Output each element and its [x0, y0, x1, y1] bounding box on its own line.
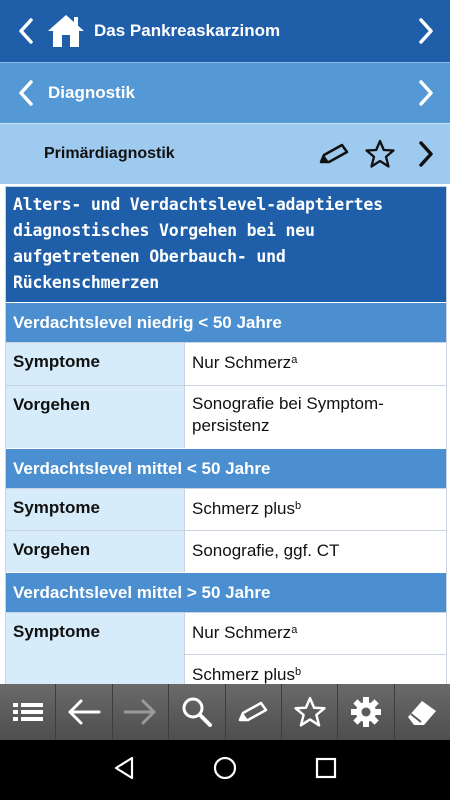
row-value: [185, 613, 446, 654]
table-row: [6, 530, 446, 572]
row-value: [184, 343, 446, 385]
chevron-right-icon[interactable]: [408, 75, 444, 111]
row-value: [184, 489, 446, 530]
section-title: Verdachtslevel mittel < 50 Jahre: [6, 448, 446, 488]
diagnostic-table: [5, 186, 447, 738]
symptom-text: Nur Schmerz: [192, 353, 292, 372]
chevron-left-icon[interactable]: [8, 75, 44, 111]
row-label: Vorgehen: [6, 531, 184, 572]
menu-list-icon[interactable]: [0, 684, 56, 740]
star-icon[interactable]: [360, 134, 400, 174]
eraser-icon[interactable]: [395, 684, 450, 740]
back-arrow-icon[interactable]: [56, 684, 112, 740]
table-row: [6, 612, 446, 695]
page-title: Primärdiagnostik: [44, 145, 175, 162]
footnote-marker[interactable]: b: [294, 500, 302, 512]
gear-icon[interactable]: [338, 684, 394, 740]
bottom-toolbar: [0, 684, 450, 740]
footnote-marker[interactable]: a: [291, 354, 298, 366]
symptom-text: Nur Schmerz: [192, 623, 292, 642]
breadcrumb-level-2-title[interactable]: Diagnostik: [48, 83, 135, 102]
system-navigation-bar: [0, 740, 450, 800]
row-label: Symptome: [6, 343, 184, 385]
table-row: [6, 385, 446, 448]
row-label: Symptome: [6, 613, 184, 695]
footnote-marker[interactable]: a: [291, 624, 298, 636]
content-area[interactable]: [0, 184, 450, 684]
section-title: Verdachtslevel mittel > 50 Jahre: [6, 572, 446, 612]
row-value: Sonografie, ggf. CT: [184, 531, 446, 572]
table-row: [6, 342, 446, 385]
home-icon[interactable]: [44, 9, 88, 53]
nav-level-1[interactable]: [0, 0, 450, 62]
pencil-icon[interactable]: [314, 134, 354, 174]
row-value-group: [184, 613, 446, 695]
table-header: Alters- und Verdachtslevel-adaptiertes diagnostisches Vorgehen bei neu aufgetretenen Oberbauch- und Rückenschmerzen: [6, 187, 446, 302]
footnote-marker[interactable]: b: [294, 665, 302, 678]
chevron-left-icon[interactable]: [8, 13, 44, 49]
symptom-text: Schmerz plus: [192, 499, 295, 518]
system-recents-icon[interactable]: [315, 757, 337, 784]
forward-arrow-icon[interactable]: [113, 684, 169, 740]
system-back-icon[interactable]: [113, 756, 135, 785]
nav-level-3: [0, 123, 450, 184]
search-icon[interactable]: [169, 684, 225, 740]
system-home-icon[interactable]: [212, 755, 238, 786]
row-label: Symptome: [6, 489, 184, 530]
breadcrumb-level-1-title[interactable]: Das Pankreaskarzinom: [94, 21, 281, 40]
chevron-right-icon[interactable]: [408, 13, 444, 49]
pencil-icon[interactable]: [226, 684, 282, 740]
symptom-text: Schmerz plus: [192, 664, 295, 684]
nav-level-2[interactable]: [0, 62, 450, 123]
row-label: Vorgehen: [6, 386, 184, 448]
section-title: Verdachtslevel niedrig < 50 Jahre: [6, 302, 446, 342]
star-icon[interactable]: [282, 684, 338, 740]
row-value: Sonografie bei Symptompersistenz: [184, 386, 446, 448]
chevron-right-icon[interactable]: [408, 136, 444, 172]
table-row: [6, 488, 446, 530]
